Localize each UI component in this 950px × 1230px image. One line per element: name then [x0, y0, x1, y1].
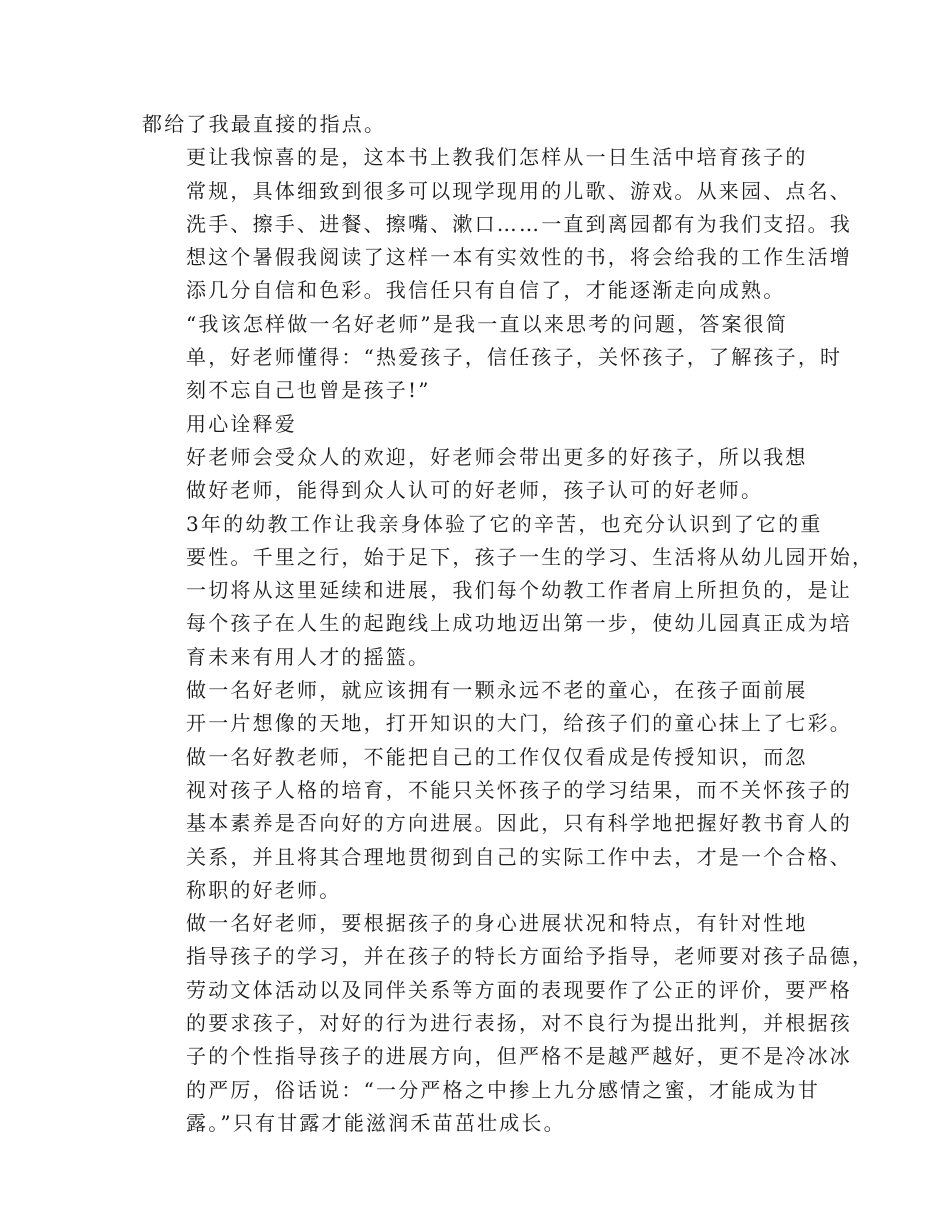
text-line: 做一名好教老师，不能把自己的工作仅仅看成是传授知识，而忽: [186, 744, 808, 769]
text-line: 都给了我最直接的指点。: [142, 112, 387, 136]
text-line: 关系，并且将其合理地贯彻到自己的实际工作中去，才是一个合格、: [186, 844, 852, 869]
text-line: 育未来有用人才的摇篮。: [186, 644, 431, 669]
text-line: 劳动文体活动以及同伴关系等方面的表现要作了公正的评价，要严格: [186, 977, 852, 1002]
paragraph-2: [142, 141, 852, 307]
paragraph-9: [142, 907, 875, 1140]
paragraph-1: [142, 108, 808, 141]
text-line: 想这个暑假我阅读了这样一本有实效性的书，将会给我的工作生活增: [186, 245, 852, 270]
document-body: [142, 108, 875, 1140]
text-line: 基本素养是否向好的方向进展。因此，只有科学地把握好教书育人的: [186, 811, 852, 836]
text-line: 子的个性指导孩子的进展方向，但严格不是越严越好，更不是冷冰冰: [186, 1044, 852, 1069]
text-line: 3年的幼教工作让我亲身体验了它的辛苦，也充分认识到了它的重: [186, 511, 823, 536]
text-line: 的严厉，俗话说：“一分严格之中掺上九分感情之蜜，才能成为甘: [186, 1077, 821, 1102]
text-line: 用心诠释爱: [186, 411, 297, 436]
text-line: 指导孩子的学习，并在孩子的特长方面给予指导，老师要对孩子品德，: [186, 944, 875, 969]
paragraph-3: [142, 308, 843, 408]
text-line: 常规，具体细致到很多可以现学现用的儿歌、游戏。从来园、点名、: [186, 178, 852, 203]
text-line: 洗手、擦手、进餐、擦嘴、漱口……一直到离园都有为我们支招。我: [186, 211, 852, 236]
paragraph-5: [142, 441, 808, 508]
text-line: 添几分自信和色彩。我信任只有自信了，才能逐渐走向成熟。: [186, 278, 786, 303]
text-line: 称职的好老师。: [186, 877, 342, 902]
text-line: 单，好老师懂得：“热爱孩子，信任孩子，关怀孩子，了解孩子，时: [186, 345, 843, 370]
text-line: 做一名好老师，就应该拥有一颗永远不老的童心，在孩子面前展: [186, 678, 808, 703]
paragraph-8: [142, 741, 852, 907]
text-line: 的要求孩子，对好的行为进行表扬，对不良行为提出批判，并根据孩: [186, 1011, 852, 1036]
text-line: 要性。千里之行，始于足下，孩子一生的学习、生活将从幼儿园开始，: [186, 544, 875, 569]
section-heading: [142, 408, 808, 441]
text-line: 好老师会受众人的欢迎，好老师会带出更多的好孩子，所以我想: [186, 444, 808, 469]
text-line: 露。”只有甘露才能滋润禾苗茁壮成长。: [186, 1110, 566, 1135]
paragraph-6: [142, 508, 875, 674]
text-line: 一切将从这里延续和进展，我们每个幼教工作者肩上所担负的，是让: [186, 578, 852, 603]
text-line: 视对孩子人格的培育，不能只关怀孩子的学习结果，而不关怀孩子的: [186, 777, 852, 802]
paragraph-7: [142, 674, 852, 741]
text-line: 更让我惊喜的是，这本书上教我们怎样从一日生活中培育孩子的: [186, 145, 808, 170]
text-line: “我该怎样做一名好老师”是我一直以来思考的问题，答案很简: [186, 311, 789, 336]
text-line: 每个孩子在人生的起跑线上成功地迈出第一步，使幼儿园真正成为培: [186, 611, 852, 636]
text-line: 做好老师，能得到众人认可的好老师，孩子认可的好老师。: [186, 478, 764, 503]
text-line: 做一名好老师，要根据孩子的身心进展状况和特点，有针对性地: [186, 911, 808, 936]
text-line: 刻不忘自己也曾是孩子!”: [186, 378, 431, 403]
text-line: 开一片想像的天地，打开知识的大门，给孩子们的童心抹上了七彩。: [186, 711, 852, 736]
